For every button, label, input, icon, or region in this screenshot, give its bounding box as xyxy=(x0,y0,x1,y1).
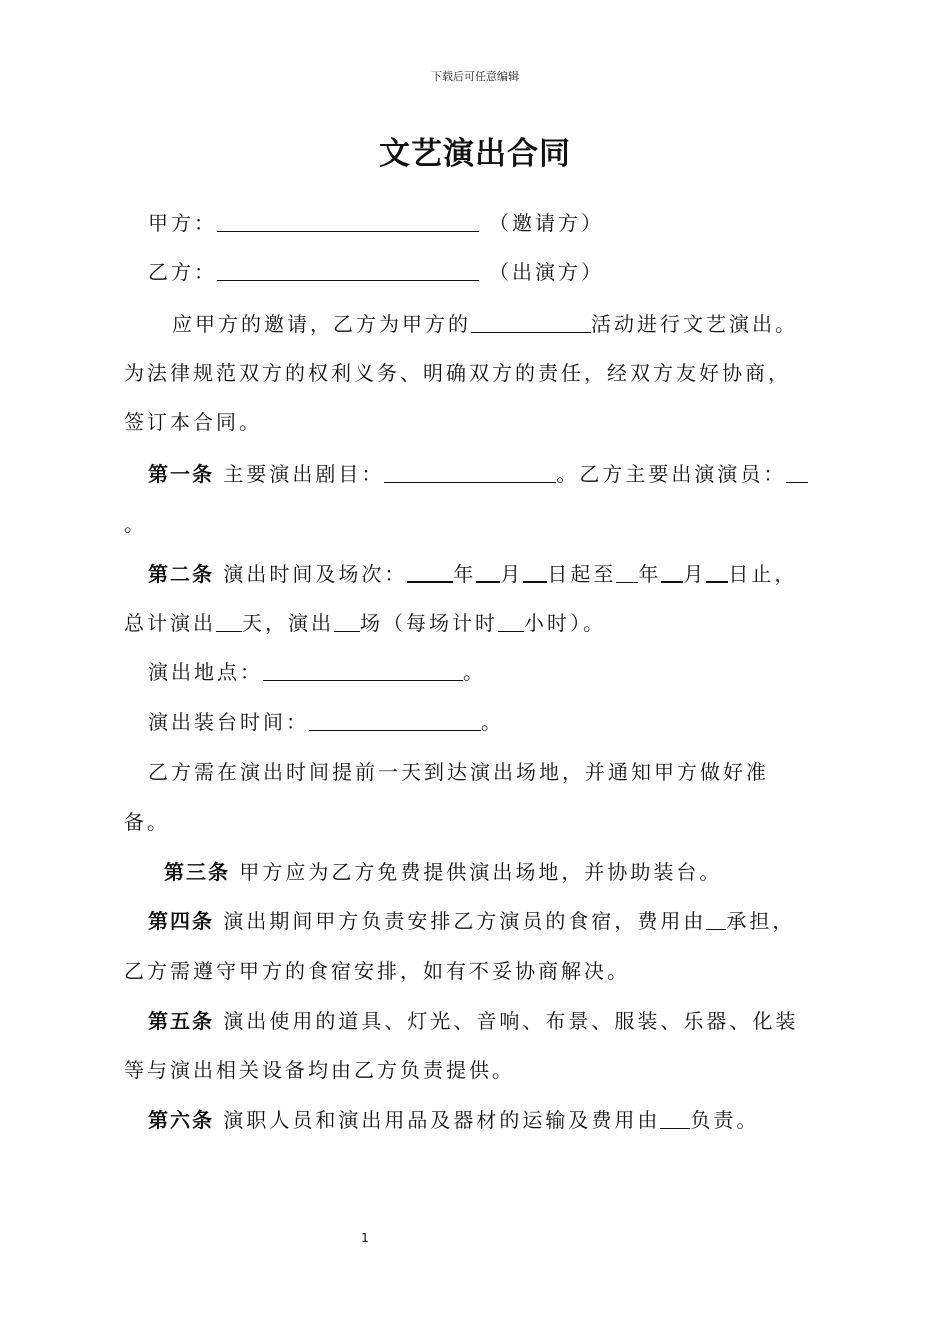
party-a-label: 甲方： xyxy=(148,211,217,235)
month2-label: 月 xyxy=(683,562,707,586)
days-blank[interactable] xyxy=(216,613,242,632)
article-4-text-a: 演出期间甲方负责安排乙方演员的食宿，费用由 xyxy=(223,909,707,933)
start-day-blank[interactable] xyxy=(523,563,547,583)
start-month-blank[interactable] xyxy=(476,563,500,583)
total-text-b: 天，演出 xyxy=(242,611,334,635)
article-1-heading: 第一条 xyxy=(148,462,214,486)
performer-blank[interactable] xyxy=(786,464,808,483)
setup-line xyxy=(148,708,504,736)
venue-blank[interactable] xyxy=(263,662,463,681)
total-text-d: 小时）。 xyxy=(524,611,606,635)
article-2-text-a: 演出时间及场次： xyxy=(223,562,408,586)
article-3-heading: 第三条 xyxy=(164,860,230,884)
repertoire-blank[interactable] xyxy=(384,464,556,483)
day-from-label: 日起至 xyxy=(547,562,617,586)
venue-end: 。 xyxy=(463,660,486,684)
article-1-end: 。 xyxy=(124,512,147,536)
article-1-text-a: 主要演出剧目： xyxy=(223,462,385,486)
article-2-line-1 xyxy=(148,560,797,588)
shows-blank[interactable] xyxy=(334,613,360,632)
article-6-heading: 第六条 xyxy=(148,1108,214,1132)
page-number: 1 xyxy=(361,1231,369,1245)
venue-label: 演出地点： xyxy=(148,660,263,684)
header-note: 下载后可任意编辑 xyxy=(431,70,519,83)
article-1-line xyxy=(148,460,808,488)
month-label: 月 xyxy=(500,562,524,586)
setup-blank[interactable] xyxy=(309,712,481,731)
end-day-blank[interactable] xyxy=(706,563,728,583)
party-b-line xyxy=(148,258,604,286)
article-2-heading: 第二条 xyxy=(148,562,214,586)
party-a-note: （邀请方） xyxy=(489,211,604,235)
intro-line-3: 签订本合同。 xyxy=(124,410,262,434)
article-5-heading: 第五条 xyxy=(148,1009,214,1033)
party-a-blank[interactable] xyxy=(217,213,479,232)
activity-blank[interactable] xyxy=(471,314,591,333)
article-3-line xyxy=(164,858,722,886)
arrival-line-1: 乙方需在演出时间提前一天到达演出场地，并通知甲方做好准 xyxy=(148,760,769,784)
article-5-text-1: 演出使用的道具、灯光、音响、布景、服装、乐器、化装 xyxy=(223,1009,799,1033)
intro-text-1b: 活动进行文艺演出。 xyxy=(591,312,798,336)
intro-line-2: 为法律规范双方的权利义务、明确双方的责任，经双方友好协商， xyxy=(124,361,791,385)
article-5-line-2: 等与演出相关设备均由乙方负责提供。 xyxy=(124,1058,515,1082)
article-4-line-1 xyxy=(148,907,795,935)
start-year-blank[interactable] xyxy=(407,563,453,583)
setup-label: 演出装台时间： xyxy=(148,710,309,734)
intro-text-1a: 应甲方的邀请，乙方为甲方的 xyxy=(172,312,471,336)
article-3-text: 甲方应为乙方免费提供演出场地，并协助装台。 xyxy=(239,860,723,884)
day-to-label: 日止， xyxy=(728,562,798,586)
article-6-text-b: 负责。 xyxy=(690,1108,760,1132)
party-b-note: （出演方） xyxy=(489,260,604,284)
party-a-line xyxy=(148,209,604,237)
arrival-line-2: 备。 xyxy=(124,810,170,834)
article-2-line-2 xyxy=(124,609,606,637)
end-month-blank[interactable] xyxy=(661,563,683,583)
article-4-text-b: 承担， xyxy=(726,909,796,933)
intro-line-1 xyxy=(172,310,798,338)
hours-blank[interactable] xyxy=(498,613,524,632)
party-b-label: 乙方： xyxy=(148,260,217,284)
year2-label: 年 xyxy=(638,562,662,586)
lodging-payer-blank[interactable] xyxy=(706,911,726,930)
total-text-c: 场（每场计时 xyxy=(360,611,498,635)
total-text-a: 总计演出 xyxy=(124,611,216,635)
article-5-line-1 xyxy=(148,1007,798,1035)
page-title: 文艺演出合同 xyxy=(379,136,571,172)
year-label: 年 xyxy=(453,562,477,586)
party-b-blank[interactable] xyxy=(217,262,479,281)
article-6-text-a: 演职人员和演出用品及器材的运输及费用由 xyxy=(223,1108,661,1132)
article-6-line xyxy=(148,1106,759,1134)
transport-payer-blank[interactable] xyxy=(660,1110,690,1129)
article-1-text-b: 。乙方主要出演演员： xyxy=(556,462,787,486)
article-4-heading: 第四条 xyxy=(148,909,214,933)
end-year-blank[interactable] xyxy=(616,564,638,583)
venue-line xyxy=(148,658,486,686)
setup-end: 。 xyxy=(481,710,504,734)
article-4-line-2: 乙方需遵守甲方的食宿安排，如有不妥协商解决。 xyxy=(124,959,630,983)
